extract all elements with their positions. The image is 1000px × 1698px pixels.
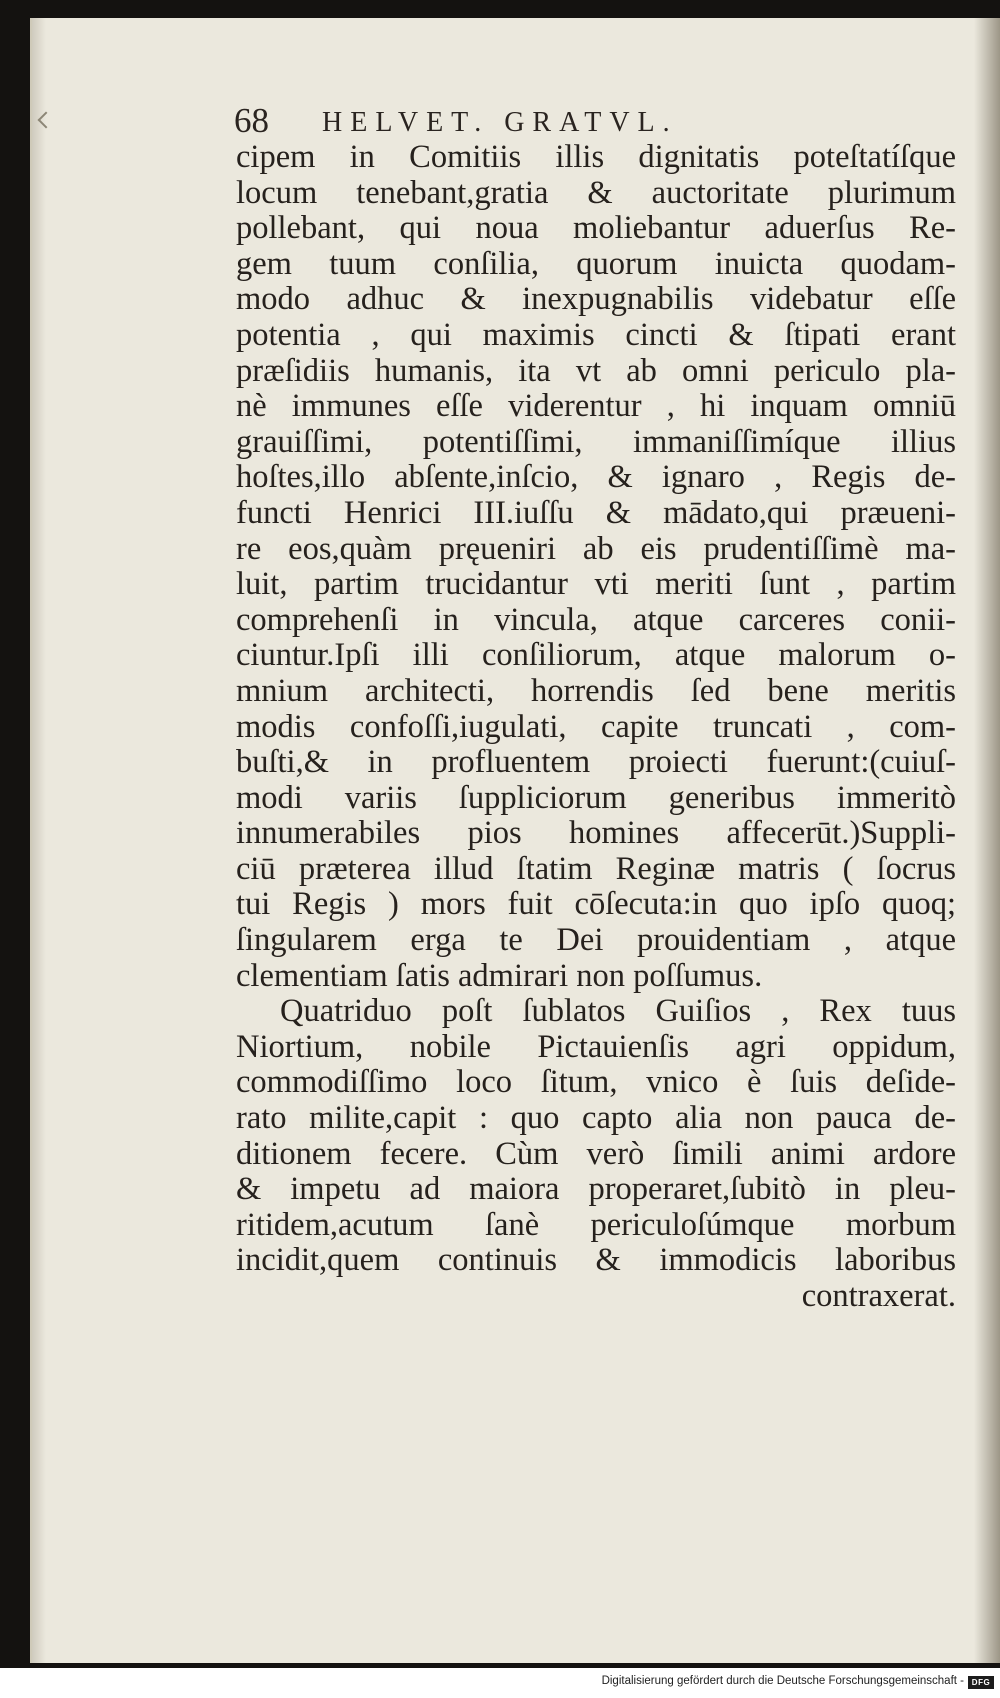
page-gutter-shadow	[32, 18, 46, 1663]
footer-bar	[0, 1668, 1000, 1698]
text-line: potentia , qui maximis cincti & ſtipati erant	[236, 316, 956, 353]
text-line: clementiam ſatis admirari non poſſumus.	[236, 957, 763, 994]
text-line: mnium architecti, horrendis ſed bene meritis	[236, 672, 956, 709]
text-line: modo adhuc & inexpugnabilis videbatur eſſe	[236, 281, 956, 318]
text-line: ſingularem erga te Dei prouidentiam , atque	[236, 922, 956, 959]
text-line: præſidiis humanis, ita vt ab omni periculo pla-	[236, 352, 956, 389]
text-line: rato milite,capit : quo capto alia non pauca de-	[236, 1100, 956, 1137]
paragraph-first-line: Quatriduo poſt ſublatos Guiſios , Rex tuus	[280, 993, 956, 1030]
text-line: ritidem,acutum ſanè periculoſúmque morbum	[236, 1206, 956, 1243]
text-line: commodiſſimo loco ſitum, vnico è ſuis deſide-	[236, 1064, 956, 1101]
text-line: re eos,quàm pręueniri ab eis prudentiſſimè ma-	[236, 530, 956, 567]
text-line: gem tuum conſilia, quorum inuicta quodam-	[236, 245, 956, 282]
page-edge-shadow	[974, 18, 1000, 1663]
text-line: tui Regis ) mors fuit cōſecuta:in quo ipſo quoq;	[236, 886, 956, 923]
text-line: grauiſſimi, potentiſſimi, immaniſſimíque illius	[236, 423, 956, 460]
text-line: Niortium, nobile Pictauienſis agri oppidum,	[236, 1028, 956, 1065]
text-line: luit, partim trucidantur vti meriti ſunt , partim	[236, 566, 956, 603]
text-block	[236, 140, 956, 1315]
text-line: functi Henrici III.iuſſu & mādato,qui præueni-	[236, 494, 956, 531]
text-line: innumerabiles pios homines affecerūt.)Suppli-	[236, 815, 956, 852]
text-line: incidit,quem continuis & immodicis laboribus	[236, 1242, 956, 1279]
catchword: contraxerat.	[801, 1278, 956, 1314]
dfg-logo: DFG	[968, 1676, 994, 1689]
page-number: 68	[234, 101, 269, 140]
text-line: cipem in Comitiis illis dignitatis poteſtatíſque	[236, 139, 956, 175]
text-line: ditionem fecere. Cùm verò ſimili animi ardore	[236, 1135, 956, 1172]
text-line: buſti,& in profluentem proiecti fuerunt:(cuiuſ-	[236, 744, 956, 781]
text-line: ciū præterea illud ſtatim Reginæ matris ( ſocrus	[236, 850, 956, 887]
text-line: modi variis ſuppliciorum generibus immeritò	[236, 779, 956, 816]
text-line: & impetu ad maiora properaret,ſubitò in pleu-	[236, 1171, 956, 1208]
text-line: locum tenebant,gratia & auctoritate plurimum	[236, 174, 956, 211]
text-line: hoſtes,illo abſente,inſcio, & ignaro , Regis de-	[236, 459, 956, 496]
text-line: ciuntur.Ipſi illi conſiliorum, atque malorum o-	[236, 637, 956, 674]
text-line: comprehenſi in vincula, atque carceres conii-	[236, 601, 956, 638]
running-head: HELVET. GRATVL.	[322, 107, 678, 138]
text-line: modis confoſſi,iugulati, capite truncati , com-	[236, 708, 956, 745]
funding-credit: Digitalisierung gefördert durch die Deutsche Forschungsgemeinschaft -	[601, 1675, 964, 1687]
text-line: pollebant, qui noua moliebantur aduerſus Re-	[236, 210, 956, 247]
text-line: nè immunes eſſe viderentur , hi inquam omniū	[236, 388, 956, 425]
